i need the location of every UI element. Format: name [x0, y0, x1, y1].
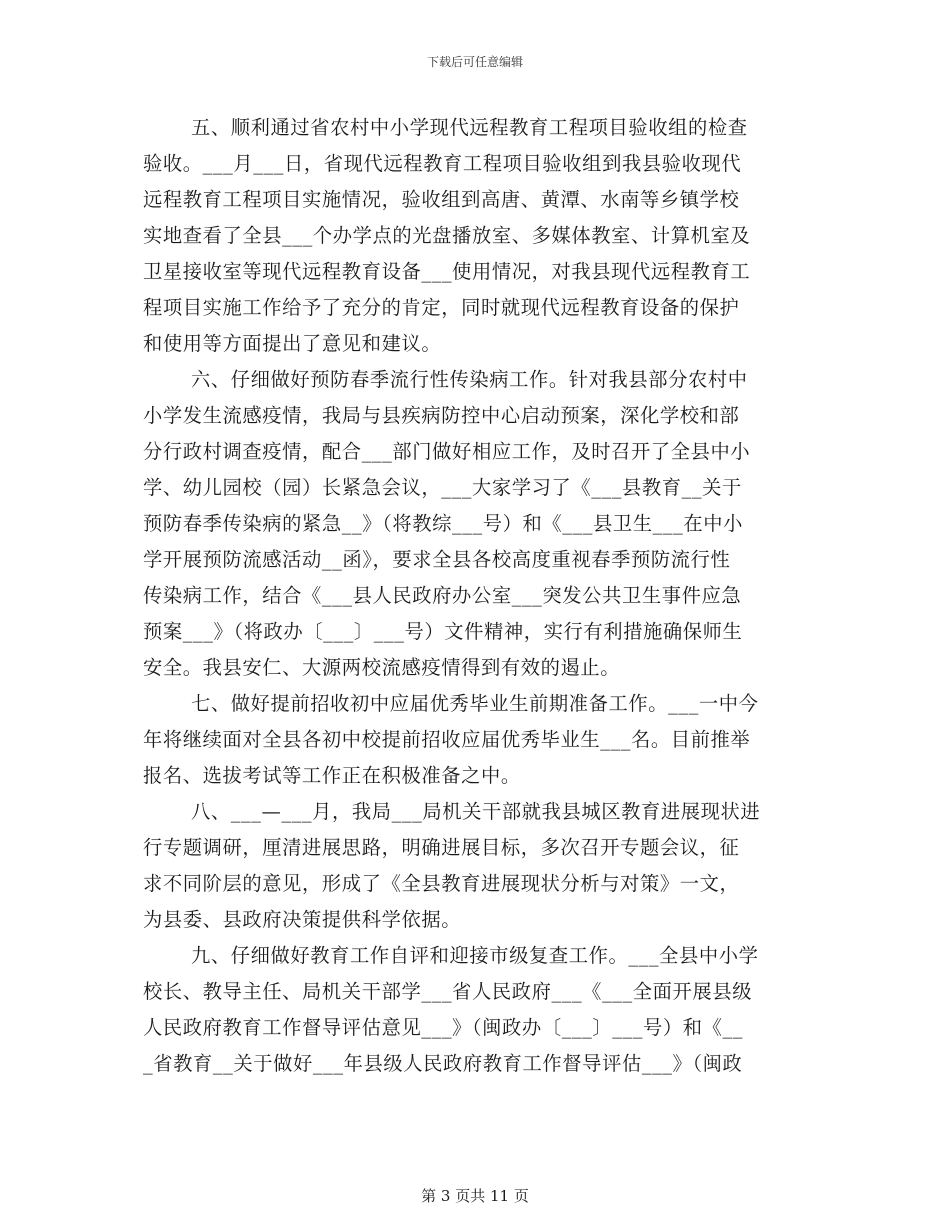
text-line: 实地查看了全县___个办学点的光盘播放室、多媒体教室、计算机室及 [143, 224, 751, 247]
text-line: 报名、选拔考试等工作正在积极准备之中。 [143, 764, 521, 787]
text-line: 五、顺利通过省农村中小学现代远程教育工程项目验收组的检查 [191, 116, 748, 139]
page-footer: 第 3 页共 11 页 [421, 1187, 529, 1205]
paragraph-7 [143, 686, 811, 794]
text-line: 验收。___月___日，省现代远程教育工程项目验收组到我县验收现代 [143, 152, 742, 175]
text-line: _省教育__关于做好___年县级人民政府教育工作督导评估___》（闽政 [143, 1052, 743, 1075]
text-line: 六、仔细做好预防春季流行性传染病工作。针对我县部分农村中 [191, 368, 748, 391]
text-line: 分行政村调查疫情，配合___部门做好相应工作，及时召开了全县中小 [143, 440, 751, 463]
text-line: 学、幼儿园校（园）长紧急会议，___大家学习了《___县教育__关于 [143, 476, 742, 499]
text-line: 行专题调研，厘清进展思路，明确进展目标，多次召开专题会议，征 [143, 836, 740, 859]
text-line: 求不同阶层的意见，形成了《全县教育进展现状分析与对策》一文， [143, 872, 740, 895]
text-line: 卫星接收室等现代远程教育设备___使用情况，对我县现代远程教育工 [143, 260, 751, 283]
text-line: 程项目实施工作给予了充分的肯定，同时就现代远程教育设备的保护 [143, 296, 740, 319]
text-line: 和使用等方面提出了意见和建议。 [143, 332, 442, 355]
text-line: 七、做好提前招收初中应届优秀毕业生前期准备工作。___一中今 [191, 692, 759, 715]
text-line: 安全。我县安仁、大源两校流感疫情得到有效的遏止。 [143, 656, 621, 679]
text-line: 校长、教导主任、局机关干部学___省人民政府___《___全面开展县级 [143, 980, 753, 1003]
paragraph-8 [143, 794, 811, 938]
text-line: 预防春季传染病的紧急__》（将教综___号）和《___县卫生___在中小 [143, 512, 744, 535]
text-line: 远程教育工程项目实施情况，验收组到高唐、黄潭、水南等乡镇学校 [143, 188, 740, 211]
text-line: 学开展预防流感活动__函》，要求全县各校高度重视春季预防流行性 [143, 548, 731, 571]
paragraph-5 [143, 110, 811, 362]
page-header: 下载后可任意编辑 [426, 55, 523, 69]
text-line: 小学发生流感疫情，我局与县疾病防控中心启动预案，深化学校和部 [143, 404, 740, 427]
document-body [143, 110, 811, 1082]
text-line: 预案___》（将政办〔___〕___号）文件精神，实行有利措施确保师生 [143, 620, 743, 643]
paragraph-6 [143, 362, 811, 686]
text-line: 人民政府教育工作督导评估意见___》（闽政办〔___〕___号）和《__ [143, 1016, 744, 1039]
text-line: 年将继续面对全县各初中校提前招收应届优秀毕业生___名。目前推举 [143, 728, 751, 751]
text-line: 传染病工作，结合《___县人民政府办公室___突发公共卫生事件应急 [143, 584, 742, 607]
text-line: 为县委、县政府决策提供科学依据。 [143, 908, 462, 931]
text-line: 八、___—___月，我局___局机关干部就我县城区教育进展现状进 [191, 800, 761, 823]
text-line: 九、仔细做好教育工作自评和迎接市级复查工作。___全县中小学 [191, 944, 759, 967]
paragraph-9 [143, 938, 811, 1082]
